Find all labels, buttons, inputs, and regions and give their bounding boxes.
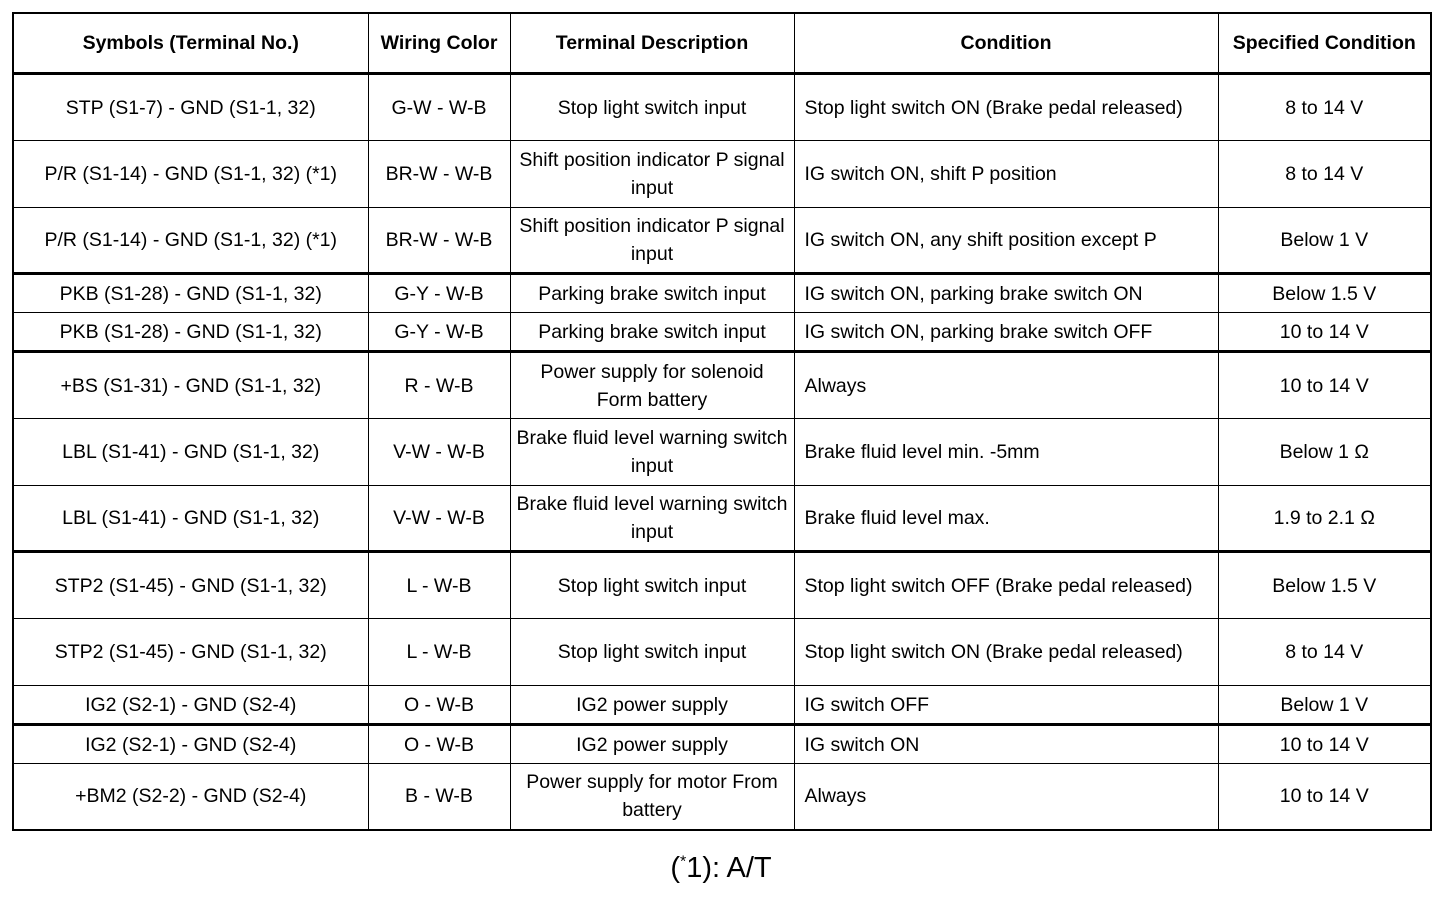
- wiring-color-cell: V-W - W-B: [368, 419, 510, 486]
- wiring-color-cell: G-Y - W-B: [368, 274, 510, 313]
- condition-cell: Always: [794, 764, 1218, 830]
- header-wiring-color: Wiring Color: [368, 13, 510, 74]
- wiring-color-cell: L - W-B: [368, 552, 510, 619]
- table-row: [13, 274, 1431, 313]
- table-row: [13, 686, 1431, 725]
- symbol-cell: PKB (S1-28) - GND (S1-1, 32): [13, 313, 368, 352]
- table-row: [13, 764, 1431, 830]
- footnote-text: 1): A/T: [686, 852, 772, 884]
- terminal-description-cell: Brake fluid level warning switch input: [510, 419, 794, 486]
- condition-cell: IG switch ON, parking brake switch OFF: [794, 313, 1218, 352]
- specified-condition-cell: 10 to 14 V: [1218, 725, 1431, 764]
- header-terminal-description: Terminal Description: [510, 13, 794, 74]
- terminal-description-cell: Stop light switch input: [510, 619, 794, 686]
- symbol-cell: IG2 (S2-1) - GND (S2-4): [13, 725, 368, 764]
- wiring-color-cell: V-W - W-B: [368, 486, 510, 552]
- footnote: [0, 852, 1442, 885]
- wiring-color-cell: L - W-B: [368, 619, 510, 686]
- terminal-description-cell: Brake fluid level warning switch input: [510, 486, 794, 552]
- condition-cell: Stop light switch ON (Brake pedal released): [794, 619, 1218, 686]
- symbol-cell: +BS (S1-31) - GND (S1-1, 32): [13, 352, 368, 419]
- wiring-color-cell: O - W-B: [368, 725, 510, 764]
- footnote-star: *: [680, 853, 687, 871]
- symbol-cell: P/R (S1-14) - GND (S1-1, 32) (*1): [13, 208, 368, 274]
- wiring-color-cell: BR-W - W-B: [368, 141, 510, 208]
- specified-condition-cell: 10 to 14 V: [1218, 313, 1431, 352]
- symbol-cell: LBL (S1-41) - GND (S1-1, 32): [13, 486, 368, 552]
- symbol-cell: STP2 (S1-45) - GND (S1-1, 32): [13, 619, 368, 686]
- header-condition: Condition: [794, 13, 1218, 74]
- symbol-cell: LBL (S1-41) - GND (S1-1, 32): [13, 419, 368, 486]
- table-row: [13, 552, 1431, 619]
- terminal-description-cell: Power supply for solenoid Form battery: [510, 352, 794, 419]
- condition-cell: IG switch OFF: [794, 686, 1218, 725]
- specified-condition-cell: 8 to 14 V: [1218, 141, 1431, 208]
- symbol-cell: PKB (S1-28) - GND (S1-1, 32): [13, 274, 368, 313]
- symbol-cell: P/R (S1-14) - GND (S1-1, 32) (*1): [13, 141, 368, 208]
- specified-condition-cell: Below 1.5 V: [1218, 552, 1431, 619]
- specified-condition-cell: Below 1 V: [1218, 208, 1431, 274]
- table-row: [13, 141, 1431, 208]
- condition-cell: Always: [794, 352, 1218, 419]
- terminal-description-cell: Stop light switch input: [510, 552, 794, 619]
- terminal-spec-table: [12, 12, 1432, 831]
- specified-condition-cell: 8 to 14 V: [1218, 74, 1431, 141]
- terminal-description-cell: Shift position indicator P signal input: [510, 141, 794, 208]
- symbol-cell: IG2 (S2-1) - GND (S2-4): [13, 686, 368, 725]
- terminal-description-cell: Power supply for motor From battery: [510, 764, 794, 830]
- header-specified-condition: Specified Condition: [1218, 13, 1431, 74]
- specified-condition-cell: Below 1 Ω: [1218, 419, 1431, 486]
- table-row: [13, 486, 1431, 552]
- wiring-color-cell: G-W - W-B: [368, 74, 510, 141]
- specified-condition-cell: 10 to 14 V: [1218, 352, 1431, 419]
- table-row: [13, 74, 1431, 141]
- symbol-cell: +BM2 (S2-2) - GND (S2-4): [13, 764, 368, 830]
- condition-cell: Stop light switch ON (Brake pedal released): [794, 74, 1218, 141]
- condition-cell: IG switch ON, any shift position except P: [794, 208, 1218, 274]
- specified-condition-cell: Below 1 V: [1218, 686, 1431, 725]
- terminal-description-cell: Parking brake switch input: [510, 274, 794, 313]
- wiring-color-cell: O - W-B: [368, 686, 510, 725]
- wiring-color-cell: R - W-B: [368, 352, 510, 419]
- condition-cell: Brake fluid level min. -5mm: [794, 419, 1218, 486]
- table-row: [13, 313, 1431, 352]
- header-symbols: Symbols (Terminal No.): [13, 13, 368, 74]
- wiring-color-cell: G-Y - W-B: [368, 313, 510, 352]
- terminal-description-cell: Stop light switch input: [510, 74, 794, 141]
- table-row: [13, 208, 1431, 274]
- specified-condition-cell: 1.9 to 2.1 Ω: [1218, 486, 1431, 552]
- condition-cell: IG switch ON: [794, 725, 1218, 764]
- table-body: [13, 74, 1431, 830]
- table-row: [13, 352, 1431, 419]
- table-row: [13, 725, 1431, 764]
- terminal-description-cell: IG2 power supply: [510, 686, 794, 725]
- table-row: [13, 419, 1431, 486]
- condition-cell: Stop light switch OFF (Brake pedal released): [794, 552, 1218, 619]
- symbol-cell: STP2 (S1-45) - GND (S1-1, 32): [13, 552, 368, 619]
- terminal-description-cell: Shift position indicator P signal input: [510, 208, 794, 274]
- condition-cell: IG switch ON, shift P position: [794, 141, 1218, 208]
- specified-condition-cell: Below 1.5 V: [1218, 274, 1431, 313]
- terminal-description-cell: IG2 power supply: [510, 725, 794, 764]
- header-row: [13, 13, 1431, 74]
- table-row: [13, 619, 1431, 686]
- condition-cell: Brake fluid level max.: [794, 486, 1218, 552]
- specified-condition-cell: 8 to 14 V: [1218, 619, 1431, 686]
- footnote-open: (: [670, 852, 680, 884]
- wiring-color-cell: B - W-B: [368, 764, 510, 830]
- specified-condition-cell: 10 to 14 V: [1218, 764, 1431, 830]
- wiring-color-cell: BR-W - W-B: [368, 208, 510, 274]
- terminal-description-cell: Parking brake switch input: [510, 313, 794, 352]
- symbol-cell: STP (S1-7) - GND (S1-1, 32): [13, 74, 368, 141]
- condition-cell: IG switch ON, parking brake switch ON: [794, 274, 1218, 313]
